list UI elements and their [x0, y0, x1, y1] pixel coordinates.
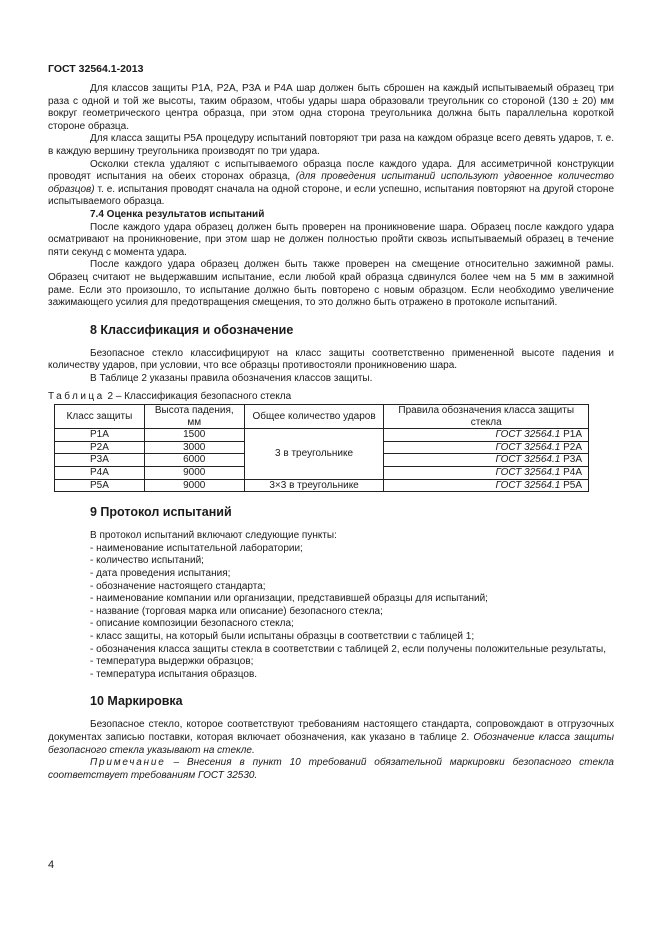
class-cell: Р1А [55, 429, 145, 442]
list-item: - название (торговая марка или описание) безопасного стекла; [90, 605, 383, 617]
list-item: - обозначение настоящего стандарта; [90, 580, 266, 592]
page-number: 4 [48, 859, 55, 871]
section-heading: 8 Классификация и обозначение [90, 322, 294, 337]
column-header: Правила обозначения класса защиты стекла [384, 405, 589, 429]
paragraph [48, 719, 614, 757]
table-caption-text: 2 – Классификация безопасного стекла [104, 391, 292, 403]
list-item: - наименование компании или организации, представившей образцы для испытаний; [90, 593, 488, 605]
height-cell: 9000 [144, 479, 244, 492]
note-text: – Внесения в пункт 10 требований обязательной маркировки безопасного стекла соответствует требованиям ГОСТ 32530. [48, 757, 614, 781]
designation-cell [384, 429, 589, 442]
designation-code: Р4А [563, 467, 582, 479]
designation-cell [384, 441, 589, 454]
paragraph: Безопасное стекло классифицируют на класс защиты соответственно примененной высоте падения и количеству ударов, при условии, что все образцы противостояли проникновению шара. [48, 347, 614, 372]
class-cell: Р3А [55, 454, 145, 467]
table-caption [48, 391, 614, 404]
standard-ref: ГОСТ 32564.1 [495, 454, 561, 466]
document-code-header: ГОСТ 32564.1-2013 [48, 63, 144, 75]
column-header: Класс защиты [55, 405, 145, 429]
list-item: - обозначения класса защиты стекла в соответствии с таблицей 2, если получены положительные результаты, [90, 643, 606, 655]
paragraph [48, 159, 614, 209]
height-cell: 1500 [144, 429, 244, 442]
subsection-heading: 7.4 Оценка результатов испытаний [90, 208, 265, 220]
class-cell: Р4А [55, 467, 145, 480]
column-header: Общее количество ударов [244, 405, 384, 429]
paragraph: Для класса защиты Р5А процедуру испытаний повторяют три раза на каждом образце всего девять ударов, т. е. в каждую вершину треугольника производят по три удара. [48, 133, 614, 157]
text-run: т. е. испытания проводят сначала на одной стороне, и если успешно, испытания повторяют на другой стороне испытываемого образца. [48, 183, 614, 208]
designation-code: Р5А [563, 479, 582, 491]
table-caption-label: Таблица [48, 391, 105, 403]
section-heading: 10 Маркировка [90, 694, 183, 709]
note-label: Примечание [90, 757, 166, 769]
text-run: Осколки стекла удаляют с испытываемого образца после каждого удара. Для ассиметричной конструкции проводят испытания на обеих сторонах образца, [48, 158, 614, 183]
table-row [55, 479, 589, 492]
list-item: - количество испытаний; [90, 555, 204, 567]
classification-table [54, 404, 589, 492]
class-cell: Р2А [55, 441, 145, 454]
section-heading: 9 Протокол испытаний [90, 505, 232, 520]
list-item: - температура испытания образцов. [90, 668, 258, 680]
designation-cell [384, 454, 589, 467]
height-cell: 6000 [144, 454, 244, 467]
standard-ref: ГОСТ 32564.1 [495, 441, 561, 453]
table-header-row [55, 405, 589, 429]
list-item: - наименование испытательной лаборатории; [90, 542, 303, 554]
list-item: - дата проведения испытания; [90, 568, 231, 579]
designation-cell [384, 467, 589, 480]
standard-ref: ГОСТ 32564.1 [495, 479, 561, 491]
list-item: - класс защиты, на который были испытаны образцы в соответствии с таблицей 1; [90, 630, 475, 642]
text-run: Безопасное стекло, которое соответствуют требованиям настоящего стандарта, сопровождают в отгрузочных документах записью поставки, которая включает обозначения, как указано в таблице 2. [48, 719, 614, 743]
designation-cell [384, 479, 589, 492]
paragraph: В Таблице 2 указаны правила обозначения классов защиты. [90, 372, 373, 384]
paragraph: Для классов защиты Р1А, Р2А, Р3А и Р4А шар должен быть сброшен на каждый испытываемый образец три раза с одной и той же высоты, таким образом, чтобы удары шара образовали треугольник со стороной (130 ± 20) мм вокруг геометрического центра образца, при этом одна сторона треугольника должна быть параллельна короткой стороне образца. [48, 83, 614, 132]
list-item: - описание композиции безопасного стекла; [90, 618, 294, 630]
list-item: - температура выдержки образцов; [90, 656, 254, 668]
height-cell: 9000 [144, 467, 244, 480]
impacts-cell: 3×3 в треугольнике [244, 479, 384, 492]
list-intro: В протокол испытаний включают следующие пункты: [90, 530, 337, 542]
standard-ref: ГОСТ 32564.1 [495, 467, 561, 479]
paragraph: После каждого удара образец должен быть также проверен на смещение относительно зажимной рамы. Образец считают не выдержавшим испытание, если любой край образца сдвинулся более чем на 5 мм в зажимной раме. Если это произошло, то испытание должно быть повторено с новым образцом. Если необходимо увеличение зажимающего усилия для предотвращения смещения, то это должно быть отражено в протоколе испытаний. [48, 259, 614, 309]
designation-code: Р1А [563, 429, 582, 441]
designation-code: Р2А [563, 441, 582, 453]
designation-code: Р3А [563, 454, 582, 466]
impacts-cell: 3 в треугольнике [244, 429, 384, 479]
note-paragraph [48, 757, 614, 782]
italic-text-run: Обозначение класса защиты безопасного стекла указывают на стекле. [48, 731, 614, 756]
italic-text-run: (для проведения испытаний используют удвоенное количество образцов) [48, 171, 614, 195]
standard-ref: ГОСТ 32564.1 [495, 429, 561, 441]
column-header: Высота падения, мм [144, 405, 244, 429]
class-cell: Р5А [55, 479, 145, 492]
height-cell: 3000 [144, 441, 244, 454]
table-row [55, 429, 589, 442]
document-body [48, 83, 614, 782]
paragraph: После каждого удара образец должен быть проверен на проникновение шара. Образец после каждого удара осматривают на проникновение, при этом шар не должен полностью пройти сквозь испытываемый образец в течение пяти секунд с момента удара. [48, 221, 614, 258]
